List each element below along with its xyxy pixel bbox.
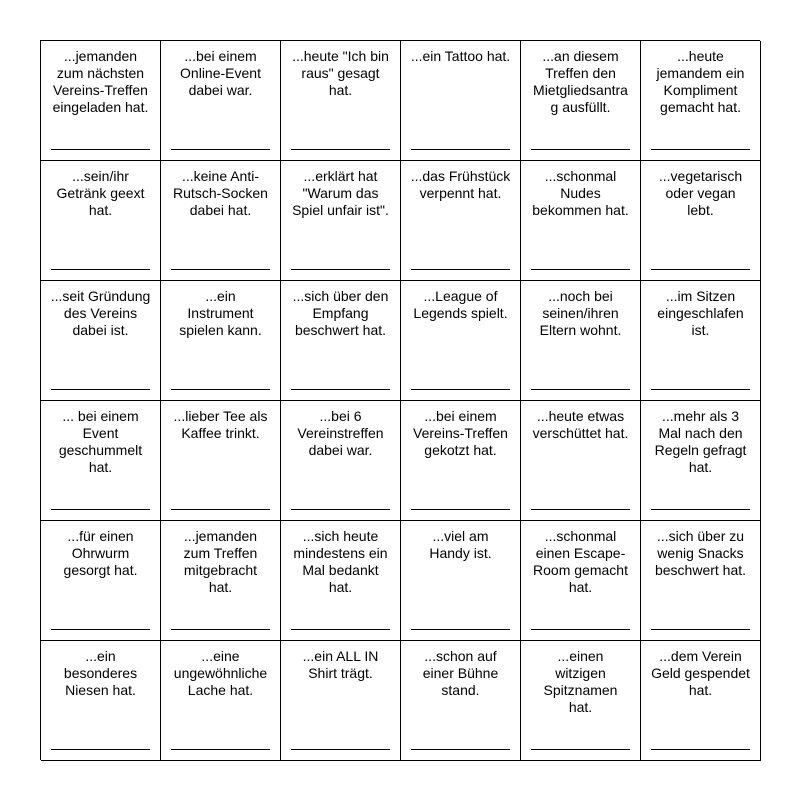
name-line (531, 389, 630, 390)
cell-prompt: ...jemanden zum nächsten Vereins-Treffen eingeladen hat. (52, 48, 149, 115)
name-line (171, 269, 270, 270)
bingo-grid (40, 40, 760, 760)
cell-prompt: ...bei einem Vereins-Treffen gekotzt hat. (413, 408, 508, 458)
name-line (651, 149, 750, 150)
cell-prompt: ...League of Legends spielt. (413, 288, 508, 321)
name-line (171, 509, 270, 510)
name-line (411, 749, 510, 750)
cell-prompt: ...schonmal einen Escape-Room gemacht hat. (533, 528, 628, 595)
cell-prompt: ...ein Tattoo hat. (410, 48, 511, 64)
name-line (291, 749, 390, 750)
bingo-cell[interactable] (641, 521, 761, 641)
bingo-cell[interactable] (401, 521, 521, 641)
name-line (531, 629, 630, 630)
bingo-cell[interactable] (641, 281, 761, 401)
cell-prompt: ...im Sitzen eingeschlafen ist. (657, 288, 744, 338)
cell-prompt: ...schonmal Nudes bekommen hat. (532, 168, 629, 218)
bingo-cell[interactable] (41, 401, 161, 521)
name-line (291, 509, 390, 510)
name-line (411, 389, 510, 390)
cell-prompt: ...sein/ihr Getränk geext hat. (56, 168, 145, 218)
cell-prompt: ...an diesem Treffen den Mietgliedsantrag ausfüllt. (533, 48, 628, 115)
cell-prompt: ...ein ALL IN Shirt trägt. (302, 648, 379, 681)
bingo-cell[interactable] (401, 161, 521, 281)
bingo-cell[interactable] (521, 521, 641, 641)
cell-prompt: ...vegetarisch oder vegan lebt. (658, 168, 743, 218)
name-line (291, 389, 390, 390)
cell-prompt: ...lieber Tee als Kaffee trinkt. (173, 408, 268, 441)
bingo-cell[interactable] (281, 641, 401, 761)
cell-prompt: ...bei einem Online-Event dabei war. (180, 48, 261, 98)
bingo-cell[interactable] (41, 641, 161, 761)
bingo-cell[interactable] (521, 281, 641, 401)
name-line (291, 149, 390, 150)
name-line (51, 269, 150, 270)
cell-prompt: ...mehr als 3 Mal nach den Regeln gefragt hat. (654, 408, 747, 475)
bingo-cell[interactable] (41, 281, 161, 401)
cell-prompt: ...heute etwas verschüttet hat. (532, 408, 629, 441)
bingo-cell[interactable] (281, 161, 401, 281)
cell-prompt: ...noch bei seinen/ihren Eltern wohnt. (539, 288, 622, 338)
bingo-cell[interactable] (41, 161, 161, 281)
name-line (51, 389, 150, 390)
cell-prompt: ...eine ungewöhnliche Lache hat. (173, 648, 268, 698)
bingo-cell[interactable] (161, 641, 281, 761)
bingo-cell[interactable] (401, 281, 521, 401)
name-line (651, 389, 750, 390)
bingo-cell[interactable] (281, 281, 401, 401)
name-line (51, 509, 150, 510)
bingo-cell[interactable] (521, 41, 641, 161)
name-line (651, 509, 750, 510)
bingo-cell[interactable] (161, 521, 281, 641)
bingo-cell[interactable] (161, 281, 281, 401)
bingo-cell[interactable] (281, 41, 401, 161)
bingo-cell[interactable] (641, 401, 761, 521)
cell-prompt: ...bei 6 Vereinstreffen dabei war. (297, 408, 384, 458)
cell-prompt: ...dem Verein Geld gespendet hat. (651, 648, 750, 698)
cell-prompt: ...ein besonderes Niesen hat. (63, 648, 138, 698)
bingo-cell[interactable] (641, 161, 761, 281)
cell-prompt: ...einen witzigen Spitznamen hat. (543, 648, 618, 715)
bingo-cell[interactable] (521, 401, 641, 521)
cell-prompt: ...jemanden zum Treffen mitgebracht hat. (183, 528, 258, 595)
cell-prompt: ...sich über den Empfang beschwert hat. (292, 288, 389, 338)
name-line (531, 509, 630, 510)
cell-prompt: ...heute jemandem ein Kompliment gemacht hat. (656, 48, 745, 115)
name-line (291, 629, 390, 630)
name-line (171, 389, 270, 390)
name-line (531, 149, 630, 150)
name-line (291, 269, 390, 270)
cell-prompt: ...sich heute mindestens ein Mal bedankt hat. (293, 528, 388, 595)
name-line (651, 269, 750, 270)
cell-prompt: ...sich über zu wenig Snacks beschwert hat. (654, 528, 747, 578)
name-line (411, 269, 510, 270)
name-line (531, 749, 630, 750)
cell-prompt: ...ein Instrument spielen kann. (179, 288, 262, 338)
name-line (651, 629, 750, 630)
bingo-cell[interactable] (401, 641, 521, 761)
bingo-cell[interactable] (641, 41, 761, 161)
name-line (411, 509, 510, 510)
bingo-cell[interactable] (161, 161, 281, 281)
name-line (651, 749, 750, 750)
cell-prompt: ...heute "Ich bin raus" gesagt hat. (292, 48, 389, 98)
cell-prompt: ...für einen Ohrwurm gesorgt hat. (63, 528, 138, 578)
bingo-cell[interactable] (41, 41, 161, 161)
cell-prompt: ...erklärt hat "Warum das Spiel unfair ist". (292, 168, 389, 218)
name-line (531, 269, 630, 270)
cell-prompt: ...keine Anti-Rutsch-Socken dabei hat. (173, 168, 268, 218)
name-line (51, 749, 150, 750)
name-line (51, 629, 150, 630)
cell-prompt: ...das Frühstück verpennt hat. (410, 168, 511, 201)
bingo-cell[interactable] (161, 41, 281, 161)
cell-prompt: ...schon auf einer Bühne stand. (422, 648, 499, 698)
bingo-cell[interactable] (281, 401, 401, 521)
name-line (411, 149, 510, 150)
name-line (51, 149, 150, 150)
bingo-cell[interactable] (401, 41, 521, 161)
bingo-cell[interactable] (641, 641, 761, 761)
cell-prompt: ... bei einem Event geschummelt hat. (58, 408, 143, 475)
name-line (411, 629, 510, 630)
cell-prompt: ...viel am Handy ist. (429, 528, 492, 561)
name-line (171, 149, 270, 150)
bingo-cell[interactable] (161, 401, 281, 521)
bingo-cell[interactable] (521, 641, 641, 761)
name-line (171, 629, 270, 630)
cell-prompt: ...seit Gründung des Vereins dabei ist. (50, 288, 151, 338)
bingo-cell[interactable] (521, 161, 641, 281)
name-line (171, 749, 270, 750)
bingo-cell[interactable] (281, 521, 401, 641)
bingo-cell[interactable] (401, 401, 521, 521)
bingo-cell[interactable] (41, 521, 161, 641)
